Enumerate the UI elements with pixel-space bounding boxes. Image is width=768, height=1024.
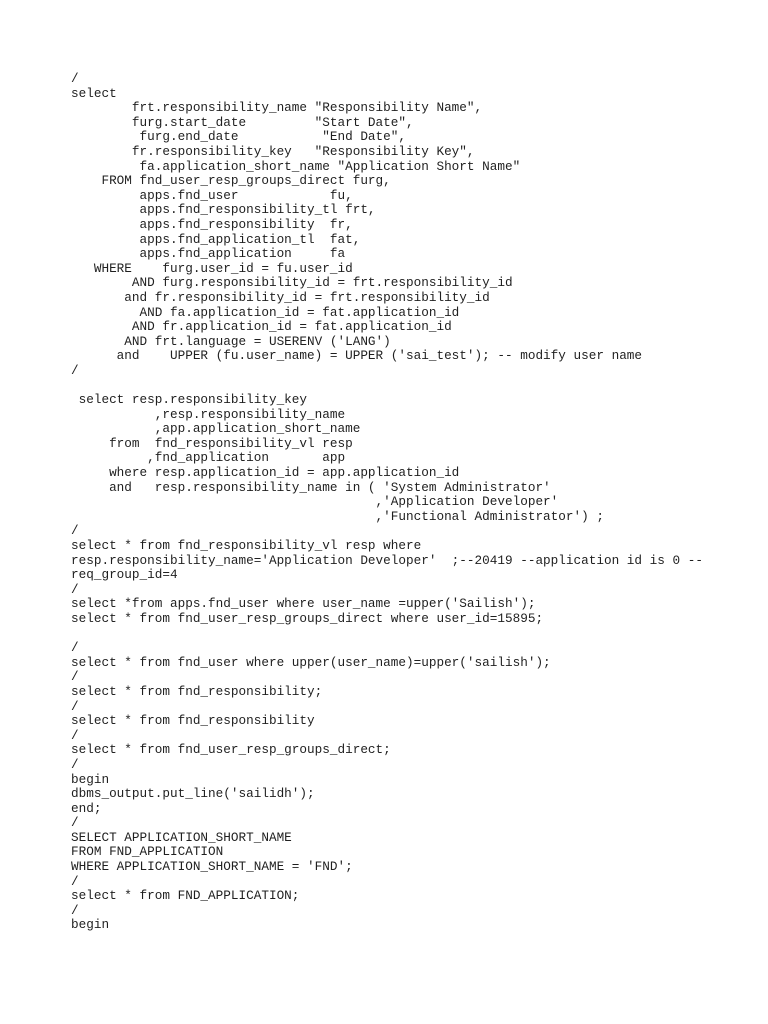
code-line: fa.application_short_name "Application Short Name" — [71, 158, 521, 174]
code-line: FROM fnd_user_resp_groups_direct furg, — [71, 173, 391, 189]
code-line: apps.fnd_application fa — [71, 246, 346, 262]
code-line: frt.responsibility_name "Responsibility Name", — [71, 100, 483, 116]
code-line: begin — [71, 771, 110, 787]
code-line: select * from fnd_responsibility_vl resp where — [71, 538, 422, 553]
code-line: select * from fnd_user_resp_groups_direct where user_id=15895; — [71, 610, 544, 626]
code-line: and resp.responsibility_name in ( 'System Administrator' — [71, 479, 551, 495]
code-line: / — [71, 902, 79, 918]
code-line: ,fnd_application app — [71, 450, 346, 466]
code-line: select * from fnd_user_resp_groups_direct; — [71, 742, 391, 758]
code-line: req_group_id=4 — [71, 567, 178, 583]
code-line: / — [71, 669, 79, 685]
code-line: furg.start_date "Start Date", — [71, 114, 414, 130]
sql-code-block — [71, 72, 703, 933]
code-line — [71, 627, 703, 642]
code-line: end; — [71, 800, 102, 816]
code-line: select — [71, 85, 117, 101]
code-line: / — [71, 581, 79, 597]
code-line: from fnd_responsibility_vl resp — [71, 435, 353, 451]
code-line: ,app.application_short_name — [71, 421, 361, 437]
code-line: where resp.application_id = app.application_id — [71, 465, 460, 481]
code-line: ,'Application Developer' — [71, 494, 559, 510]
code-line: select *from apps.fnd_user where user_name =upper('Sailish'); — [71, 596, 536, 612]
code-line: AND fa.application_id = fat.application_id — [71, 304, 460, 320]
code-line: apps.fnd_application_tl fat, — [71, 231, 361, 247]
code-line: begin — [71, 917, 110, 933]
code-line: select * from FND_APPLICATION; — [71, 888, 300, 904]
code-line: select * from fnd_user where upper(user_name)=upper('sailish'); — [71, 654, 551, 670]
code-line: WHERE APPLICATION_SHORT_NAME = 'FND'; — [71, 859, 353, 875]
code-line: apps.fnd_user fu, — [71, 187, 353, 203]
code-line: apps.fnd_responsibility fr, — [71, 216, 353, 232]
code-line: AND fr.application_id = fat.application_id — [71, 319, 452, 335]
code-line: and fr.responsibility_id = frt.responsibility_id — [71, 289, 490, 305]
code-line: WHERE furg.user_id = fu.user_id — [71, 260, 353, 276]
code-line: / — [71, 640, 79, 656]
code-line: select resp.responsibility_key — [71, 392, 308, 408]
code-line: FROM FND_APPLICATION — [71, 844, 224, 860]
code-line: furg.end_date "End Date", — [71, 129, 407, 145]
code-line: / — [71, 873, 79, 889]
code-line: AND frt.language = USERENV ('LANG') — [71, 333, 391, 349]
code-line: / — [71, 362, 79, 378]
code-line: and UPPER (fu.user_name) = UPPER ('sai_test'); -- modify user name — [71, 348, 643, 364]
code-line: select * from fnd_responsibility — [71, 713, 315, 729]
code-line: / — [71, 815, 79, 831]
code-line: AND furg.responsibility_id = frt.responsibility_id — [71, 275, 513, 291]
code-line: apps.fnd_responsibility_tl frt, — [71, 202, 376, 218]
code-line: ,resp.responsibility_name — [71, 406, 346, 422]
code-line — [71, 378, 703, 393]
code-line: dbms_output.put_line('sailidh'); — [71, 786, 315, 802]
code-line: / — [71, 727, 79, 743]
code-line: / — [71, 756, 79, 772]
code-line: / — [71, 71, 79, 86]
code-line: / — [71, 523, 79, 539]
code-line: resp.responsibility_name='Application Developer' ;--20419 --application id is 0 -- — [71, 552, 703, 568]
code-line: select * from fnd_responsibility; — [71, 683, 323, 699]
code-line: ,'Functional Administrator') ; — [71, 508, 604, 524]
code-line: / — [71, 698, 79, 714]
code-line: SELECT APPLICATION_SHORT_NAME — [71, 829, 292, 845]
code-line: fr.responsibility_key "Responsibility Key", — [71, 143, 475, 159]
